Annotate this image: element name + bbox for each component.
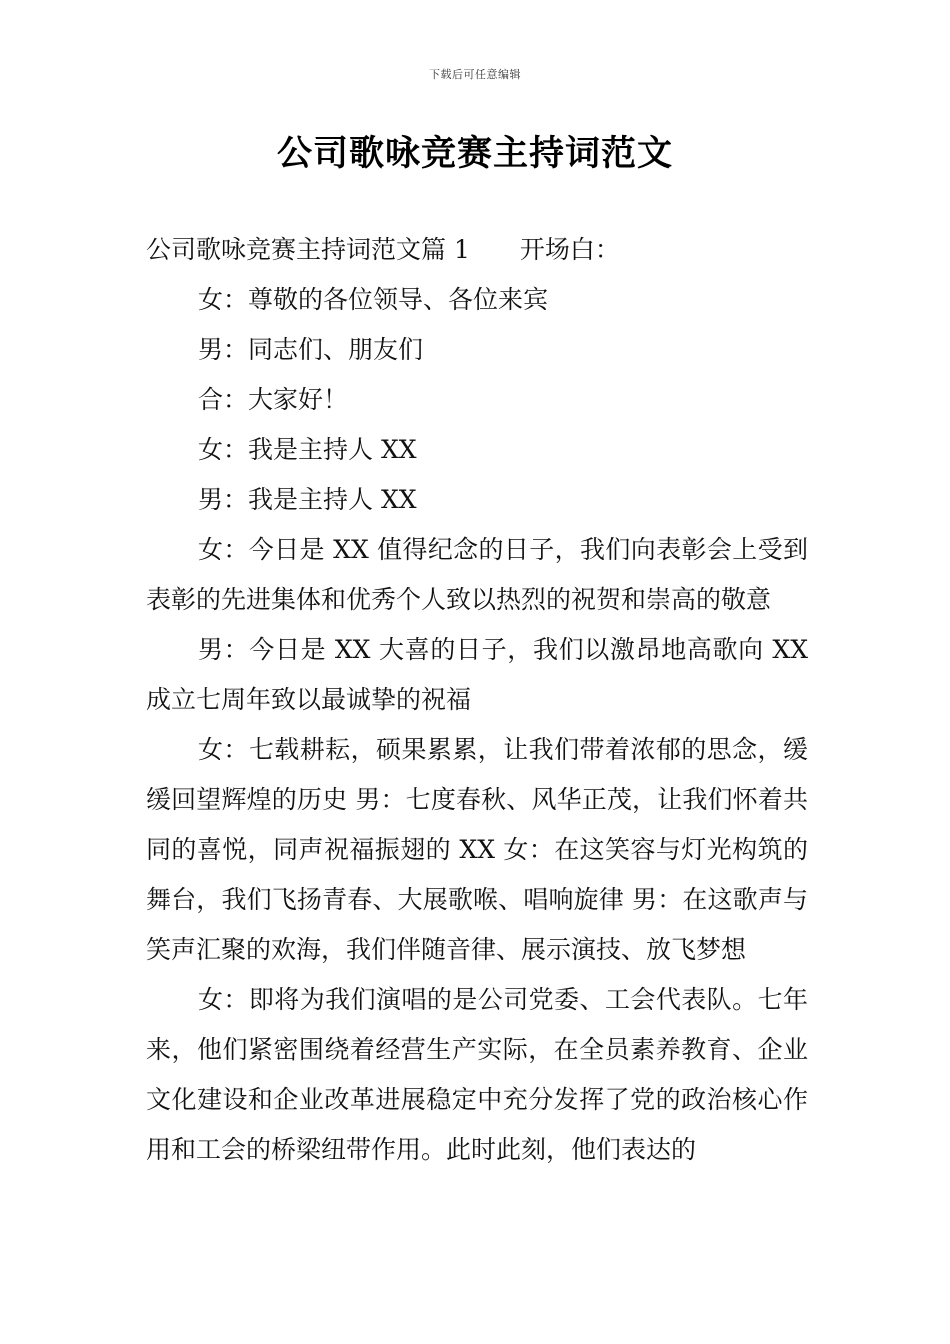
- header-note: 下载后可任意编辑: [429, 68, 521, 81]
- document-title: 公司歌咏竞赛主持词范文: [276, 134, 673, 174]
- paragraph: 女：我是主持人 XX: [198, 435, 417, 464]
- intro-line: [146, 225, 808, 275]
- paragraph: 女：即将为我们演唱的是公司党委、工会代表队。七年来，他们紧密围绕着经营生产实际，在全员素养教育、企业文化建设和企业改革进展稳定中充分发挥了党的政治核心作用和工会的桥梁纽带作用。此时此刻，他们表达的: [146, 985, 808, 1164]
- section-label: 公司歌咏竞赛主持词范文篇 1: [146, 235, 470, 264]
- paragraph: 合：大家好！: [198, 385, 349, 414]
- paragraph: 女：今日是 XX 值得纪念的日子，我们向表彰会上受到表彰的先进集体和优秀个人致以热烈的祝贺和崇高的敬意: [146, 535, 808, 614]
- document-body: [146, 225, 808, 1175]
- paragraph: 男：今日是 XX 大喜的日子，我们以激昂地高歌向 XX 成立七周年致以最诚挚的祝福: [146, 635, 808, 714]
- paragraph: 女：尊敬的各位领导、各位来宾: [198, 285, 549, 314]
- opening-label: 开场白：: [519, 235, 620, 264]
- paragraph: 男：同志们、朋友们: [198, 335, 424, 364]
- paragraph: 女：七载耕耘，硕果累累，让我们带着浓郁的思念，缓缓回望辉煌的历史 男：七度春秋、风华正茂，让我们怀着共同的喜悦，同声祝福振翅的 XX 女：在这笑容与灯光构筑的舞台，我们飞扬青春、大展歌喉、唱响旋律 男：在这歌声与笑声汇聚的欢海，我们伴随音律、展示演技、放飞梦想: [146, 735, 808, 964]
- paragraph: 男：我是主持人 XX: [198, 485, 417, 514]
